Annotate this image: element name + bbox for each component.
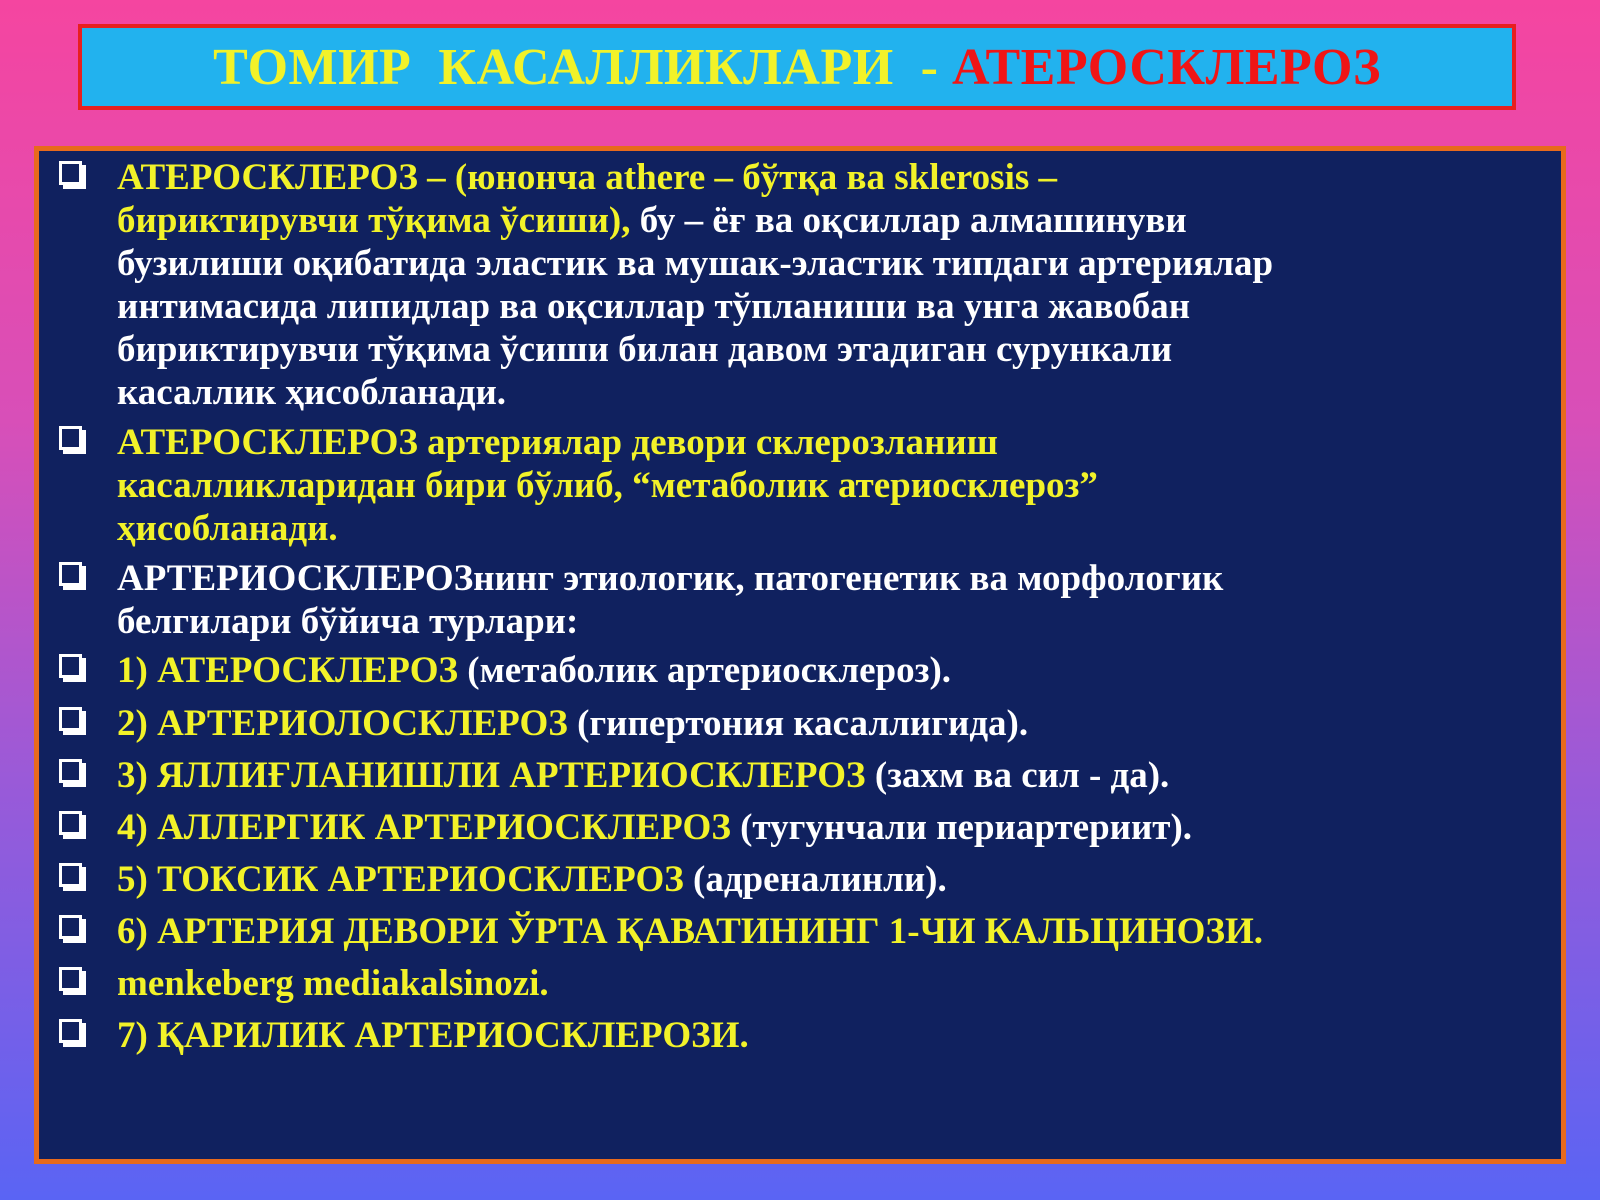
highlight-text: menkeberg mediakalsinozi. [117,963,549,1004]
bullet-line [117,1014,1547,1057]
checkbox-bullet-icon [59,863,82,887]
bullet-line [117,806,1547,849]
body-text: белгилари бўйича турлари: [117,601,579,642]
bullet-line [117,858,1547,901]
bullet-line [117,199,1547,242]
bullet-text [117,421,1547,550]
bullet-text [117,156,1547,414]
bullet-line [117,328,1547,371]
bullet-text [117,702,1547,745]
highlight-text: 7) ҚАРИЛИК АРТЕРИОСКЛЕРОЗИ. [117,1015,749,1056]
highlight-text: 5) ТОКСИК АРТЕРИОСКЛЕРОЗ [117,859,694,900]
checkbox-bullet-icon [59,811,82,835]
bullet-line [117,910,1547,953]
bullet-line [117,649,1547,692]
bullet-text [117,754,1547,797]
highlight-text: 2) АРТЕРИОЛОСКЛЕРОЗ [117,703,578,744]
bullet-text [117,962,1547,1005]
bullet-line [117,371,1547,414]
body-text: (захм ва сил - да). [874,755,1170,796]
bullet-line [117,557,1547,600]
bullet-line [117,754,1547,797]
bullet-text [117,649,1547,692]
checkbox-bullet-icon [59,654,82,678]
bullet-line [117,242,1547,285]
checkbox-bullet-icon [59,1019,82,1043]
body-text: бузилиши оқибатида эластик ва мушак-эластик типдаги артериялар [117,243,1274,284]
bullet-line [117,702,1547,745]
slide-title-highlight: АТЕРОСКЛЕРОЗ [951,38,1381,96]
body-text: АРТЕРИОСКЛЕРОЗнинг этиологик, патогенетик ва морфологик [117,558,1224,599]
bullet-line [117,962,1547,1005]
body-text: (адреналинли). [693,859,947,900]
checkbox-bullet-icon [59,967,82,991]
body-text: бу – ёғ ва оқсиллар алмашинуви [639,200,1187,241]
bullet-line [117,507,1547,550]
bullet-text [117,858,1547,901]
highlight-text: 6) АРТЕРИЯ ДЕВОРИ ЎРТА ҚАВАТИНИНГ 1-ЧИ КАЛЬЦИНОЗИ. [117,911,1264,952]
slide-title-box [78,24,1516,110]
body-text: интимасида липидлар ва оқсиллар тўпланиши ва унга жавобан [117,286,1191,327]
checkbox-bullet-icon [59,562,82,586]
slide-title-main: ТОМИР КАСАЛЛИКЛАРИ - [213,38,952,96]
highlight-text: АТЕРОСКЛЕРОЗ – (юнонча athere – бўтқа ва sklerosis – [117,157,1058,198]
highlight-text: 3) ЯЛЛИҒЛАНИШЛИ АРТЕРИОСКЛЕРОЗ [117,755,875,796]
checkbox-bullet-icon [59,915,82,939]
highlight-text: касалликларидан бири бўлиб, “метаболик атериосклероз” [117,465,1098,506]
highlight-text: 4) АЛЛЕРГИК АРТЕРИОСКЛЕРОЗ [117,807,741,848]
bullet-text [117,557,1547,643]
highlight-text: ҳисобланади. [117,508,338,549]
checkbox-bullet-icon [59,707,82,731]
checkbox-bullet-icon [59,426,82,450]
bullet-line [117,421,1547,464]
content-panel [34,146,1566,1164]
body-text: касаллик ҳисобланади. [117,372,507,413]
body-text: (гипертония касаллигида). [577,703,1029,744]
highlight-text: 1) АТЕРОСКЛЕРОЗ [117,650,468,691]
bullet-line [117,464,1547,507]
body-text: (метаболик артериосклероз). [467,650,952,691]
highlight-text: АТЕРОСКЛЕРОЗ артериялар девори склерозланиш [117,422,998,463]
bullet-line [117,285,1547,328]
checkbox-bullet-icon [59,161,82,185]
body-text: (тугунчали периартериит). [740,807,1193,848]
bullet-line [117,156,1547,199]
bullet-text [117,910,1547,953]
highlight-text: бириктирувчи тўқима ўсиши), [117,200,640,241]
body-text: бириктирувчи тўқима ўсиши билан давом этадиган сурункали [117,329,1173,370]
bullet-line [117,600,1547,643]
checkbox-bullet-icon [59,759,82,783]
bullet-text [117,1014,1547,1057]
bullet-text [117,806,1547,849]
